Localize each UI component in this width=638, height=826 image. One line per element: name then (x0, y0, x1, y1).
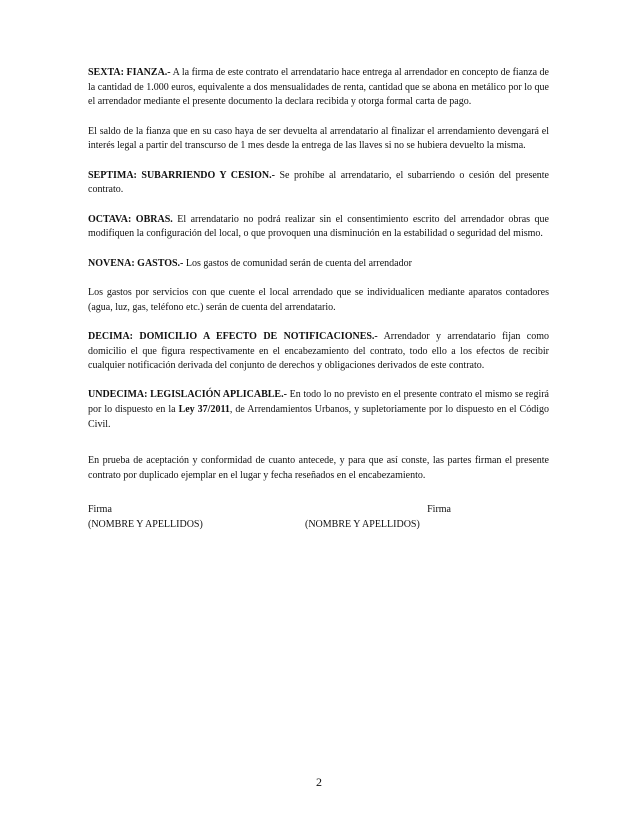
clause-octava (88, 213, 549, 242)
signature-right (305, 503, 451, 532)
clause-paragraph-fianza-saldo (88, 125, 549, 154)
clause-heading: SEXTA: FIANZA.- (88, 67, 171, 78)
contract-body (88, 66, 549, 498)
closing-paragraph: En prueba de aceptación y conformidad de cuanto antecede, y para que así conste, las partes firman el presente contrato por duplicado ejemplar en el lugar y fecha reseñados en el encabezamiento. (88, 455, 549, 481)
signature-left (88, 503, 203, 532)
clause-text: Los gastos por servicios con que cuente el local arrendado que se individualicen mediante aparatos contadores (agua, luz, gas, teléfono etc.) serán de cuenta del arrendatario. (88, 286, 549, 313)
signature-name: (NOMBRE Y APELLIDOS) (305, 518, 420, 530)
clause-text: En todo lo no previsto en el presente contrato el mismo se regirá por lo dispuesto en la (88, 389, 549, 416)
law-reference: Ley 37/2011 (178, 404, 230, 416)
clause-text: , de Arrendamientos Urbanos, y supletoriamente por lo dispuesto en el Código Civil. (88, 404, 549, 430)
clause-text: Los gastos de comunidad serán de cuenta del arrendador (183, 257, 412, 269)
signature-label: Firma (88, 504, 112, 515)
clause-septima (88, 169, 549, 198)
clause-heading: NOVENA: GASTOS.- (88, 257, 184, 269)
clause-decima (88, 330, 549, 374)
signature-name: (NOMBRE Y APELLIDOS) (88, 518, 203, 530)
page-number: 2 (316, 775, 322, 789)
clause-sexta (88, 66, 549, 110)
clause-heading: UNDECIMA: LEGISLACIÓN APLICABLE.- (88, 389, 287, 401)
clause-text: Arrendador y arrendatario fijan como domicilio el que figura respectivamente en el encabezamiento del contrato, todo ello a los efectos de recibir cualquier notificación derivada del conjunto de derechos y obligaciones derivados de este contrato. (88, 330, 549, 372)
clause-heading: OCTAVA: OBRAS. (88, 213, 173, 225)
clause-text: El arrendatario no podrá realizar sin el consentimiento escrito del arrendador obras que modifiquen la configuración del local, o que provoquen una disminución en la estabilidad o seguridad del mismo. (88, 213, 549, 240)
clause-undecima (88, 388, 549, 432)
clause-text: A la firma de este contrato el arrendatario hace entrega al arrendador en concepto de fianza de la cantidad de 1.000 euros, equivalente a dos mensualidades de renta, cantidad que se abona en metálico por lo que el arrendador mediante el presente documento la declara recibida y otorga formal carta de pago. (88, 67, 549, 108)
clause-heading: SEPTIMA: SUBARRIENDO Y CESION.- (88, 169, 275, 181)
clause-heading: DECIMA: DOMICILIO A EFECTO DE NOTIFICACIONES.- (88, 330, 378, 342)
clause-text: El saldo de la fianza que en su caso haya de ser devuelta al arrendatario al finalizar el arrendamiento devengará el interés legal a partir del transcurso de 1 mes desde la entrega de las llaves si no se hubiera devuelto la misma. (88, 125, 549, 152)
clause-novena (88, 257, 549, 272)
clause-text: Se prohíbe al arrendatario, el subarriendo o cesión del presente contrato. (88, 169, 549, 196)
clause-paragraph-gastos-servicios (88, 286, 549, 315)
signature-label: Firma (427, 504, 451, 515)
